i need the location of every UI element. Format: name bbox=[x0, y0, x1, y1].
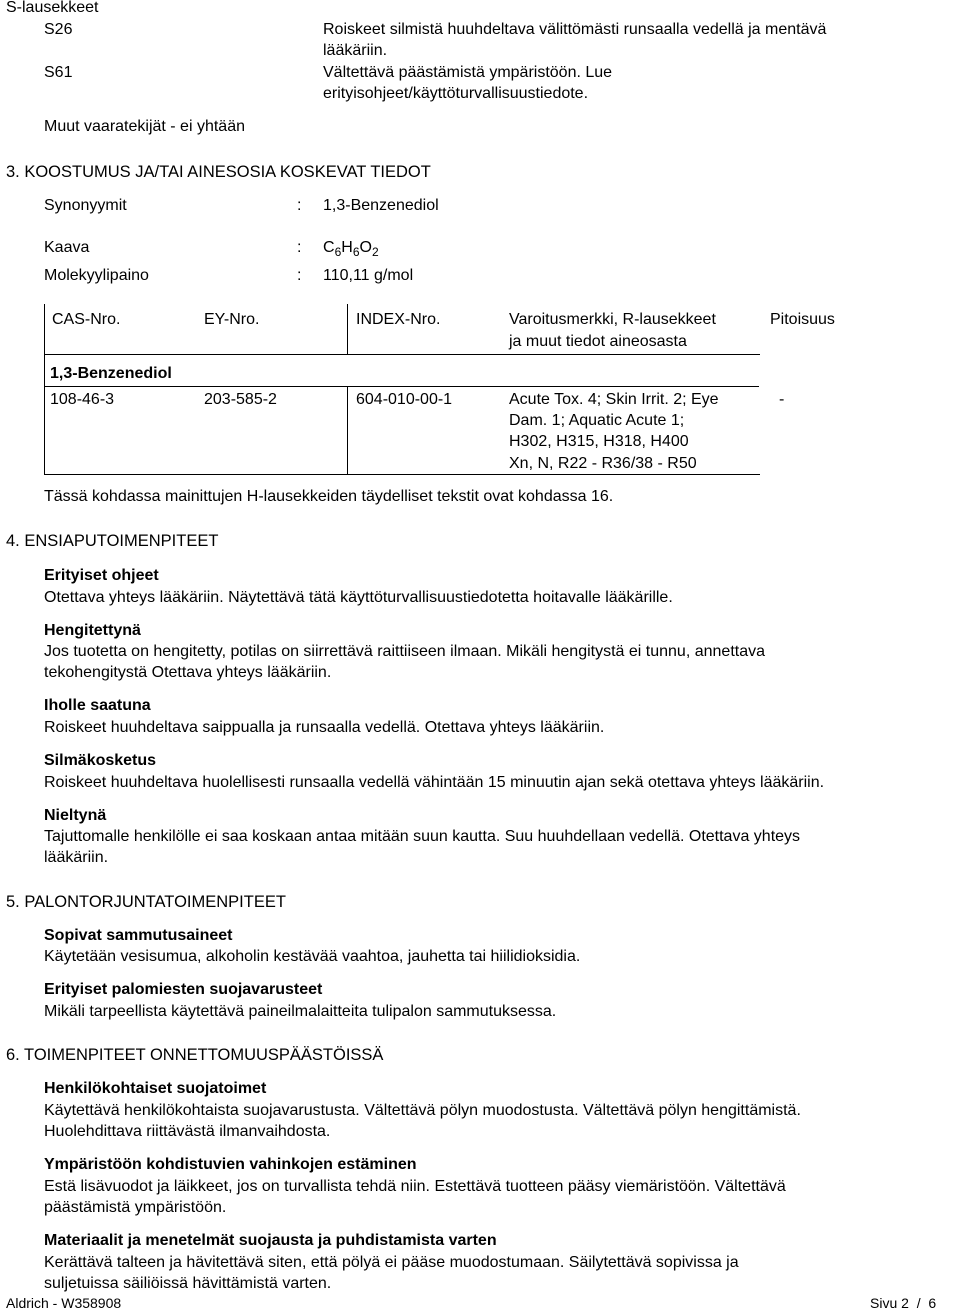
col-header-hazard: Varoitusmerkki, R-lausekkeet bbox=[509, 311, 716, 328]
release-text: Kerättävä talteen ja hävitettävä siten, että pölyä ei pääse muodostumaan. Säilytettävä sopivissa ja bbox=[44, 1254, 739, 1271]
release-text: Huolehdittava riittävästä ilmanvaihdosta. bbox=[44, 1123, 331, 1140]
cell-index: 604-010-00-1 bbox=[356, 391, 453, 408]
first-aid-heading: Iholle saatuna bbox=[44, 697, 151, 714]
first-aid-heading: Silmäkosketus bbox=[44, 752, 157, 769]
cell-concentration: - bbox=[779, 391, 785, 408]
col-header-ec: EY-Nro. bbox=[204, 311, 260, 328]
cell-hazard: Acute Tox. 4; Skin Irrit. 2; Eye bbox=[509, 391, 719, 408]
s-phrase-text: Vältettävä päästämistä ympäristöön. Lue bbox=[323, 64, 613, 81]
cell-ec: 203-585-2 bbox=[204, 391, 277, 408]
release-text: Estä lisävuodot ja läikkeet, jos on turvallista tehdä niin. Estettävä tuotteen pääsy viemäristöön. Vältettävä bbox=[44, 1178, 786, 1195]
first-aid-text: Jos tuotetta on hengitetty, potilas on siirrettävä raittiiseen ilmaan. Mikäli hengitystä ei tunnu, annettava bbox=[44, 643, 765, 660]
s-phrase-text: erityisohjeet/käyttöturvallisuustiedote. bbox=[323, 85, 589, 102]
mol-weight-label: Molekyylipaino bbox=[44, 267, 149, 284]
first-aid-text: Otettava yhteys lääkäriin. Näytettävä tätä käyttöturvallisuustiedotetta hoitavalle lääkärille. bbox=[44, 589, 673, 606]
firefighting-text: Käytetään vesisumua, alkoholin kestävää vaahtoa, jauhetta tai hiilidioksidia. bbox=[44, 948, 581, 965]
release-text: Käytettävä henkilökohtaista suojavarustusta. Vältettävä pölyn muodostusta. Vältettävä pölyn hengittämistä. bbox=[44, 1102, 801, 1119]
first-aid-text: Tajuttomalle henkilölle ei saa koskaan antaa mitään suun kautta. Suu huuhdellaan vedellä. Otettava yhteys bbox=[44, 828, 801, 845]
table-divider bbox=[347, 304, 348, 354]
first-aid-heading: Hengitettynä bbox=[44, 622, 141, 639]
col-header-cas: CAS-Nro. bbox=[52, 311, 121, 328]
release-heading: Materiaalit ja menetelmät suojausta ja puhdistamista varten bbox=[44, 1232, 497, 1249]
colon: : bbox=[297, 267, 302, 284]
col-header-concentration: Pitoisuus bbox=[770, 311, 835, 328]
section-3-title: 3. KOOSTUMUS JA/TAI AINESOSIA KOSKEVAT TIEDOT bbox=[6, 163, 431, 181]
table-row-line bbox=[44, 386, 759, 387]
formula-label: Kaava bbox=[44, 239, 90, 256]
release-heading: Henkilökohtaiset suojatoimet bbox=[44, 1080, 267, 1097]
section-6-title: 6. TOIMENPITEET ONNETTOMUUSPÄÄSTÖISSÄ bbox=[6, 1046, 384, 1064]
first-aid-heading: Erityiset ohjeet bbox=[44, 567, 159, 584]
other-hazards: Muut vaaratekijät - ei yhtään bbox=[44, 118, 245, 135]
s-phrase-code: S26 bbox=[44, 21, 73, 38]
first-aid-text: lääkäriin. bbox=[44, 849, 109, 866]
mol-weight-value: 110,11 g/mol bbox=[323, 267, 414, 284]
substance-name: 1,3-Benzenediol bbox=[50, 365, 172, 382]
formula-value: $C_6H_6O_2$ bbox=[323, 239, 379, 259]
section-4-title: 4. ENSIAPUTOIMENPITEET bbox=[6, 532, 219, 550]
synonyms-value: 1,3-Benzenediol bbox=[323, 197, 439, 214]
firefighting-text: Mikäli tarpeellista käytettävä paineilmalaitteita tulipalon sammutuksessa. bbox=[44, 1003, 557, 1020]
col-header-index: INDEX-Nro. bbox=[356, 311, 441, 328]
firefighting-heading: Erityiset palomiesten suojavarusteet bbox=[44, 981, 323, 998]
cell-cas: 108-46-3 bbox=[50, 391, 115, 408]
colon: : bbox=[297, 197, 302, 214]
s-phrase-text: lääkäriin. bbox=[323, 42, 388, 59]
first-aid-heading: Nieltynä bbox=[44, 807, 107, 824]
s-phrase-text: Roiskeet silmistä huuhdeltava välittömästi runsaalla vedellä ja mentävä bbox=[323, 21, 827, 38]
release-text: suljetuissa säiliöissä hävittämistä varten. bbox=[44, 1275, 332, 1292]
firefighting-heading: Sopivat sammutusaineet bbox=[44, 927, 233, 944]
first-aid-text: tekohengitystä Otettava yhteys lääkäriin. bbox=[44, 664, 332, 681]
cell-hazard: H302, H315, H318, H400 bbox=[509, 433, 689, 450]
s-phrase-code: S61 bbox=[44, 64, 73, 81]
cell-hazard: Dam. 1; Aquatic Acute 1; bbox=[509, 412, 685, 429]
footer-page-number: Sivu 2 / 6 bbox=[870, 1295, 937, 1311]
release-heading: Ympäristöön kohdistuvien vahinkojen estäminen bbox=[44, 1156, 417, 1173]
s-phrases-heading: S-lausekkeet bbox=[6, 0, 99, 16]
table-divider bbox=[347, 386, 348, 474]
footer-product-code: Aldrich - W358908 bbox=[6, 1295, 122, 1311]
cell-hazard: Xn, N, R22 - R36/38 - R50 bbox=[509, 455, 697, 472]
first-aid-text: Roiskeet huuhdeltava huolellisesti runsaalla vedellä vähintään 15 minuutin ajan sekä otettava yhteys lääkäriin. bbox=[44, 774, 825, 791]
colon: : bbox=[297, 239, 302, 256]
section-5-title: 5. PALONTORJUNTATOIMENPITEET bbox=[6, 893, 286, 911]
first-aid-text: Roiskeet huuhdeltava saippualla ja runsaalla vedellä. Otettava yhteys lääkäriin. bbox=[44, 719, 605, 736]
col-header-hazard-line2: ja muut tiedot aineosasta bbox=[509, 333, 687, 350]
release-text: päästämistä ympäristöön. bbox=[44, 1199, 227, 1216]
section-3-note: Tässä kohdassa mainittujen H-lausekkeiden täydelliset tekstit ovat kohdassa 16. bbox=[44, 488, 614, 505]
synonyms-label: Synonyymit bbox=[44, 197, 127, 214]
